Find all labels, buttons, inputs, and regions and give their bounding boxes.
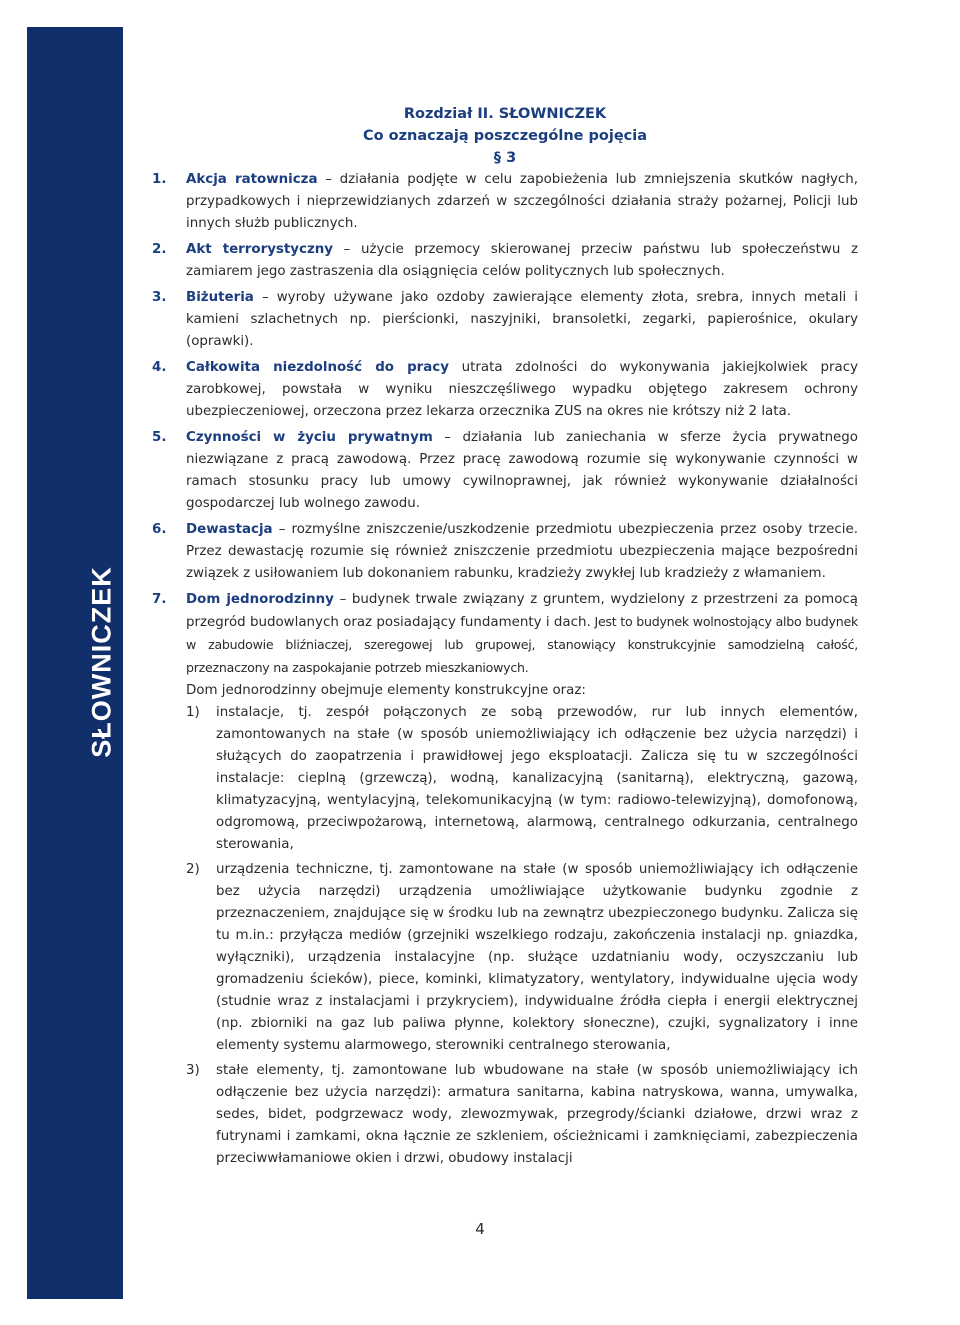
definition-item (152, 239, 858, 283)
sidebar-label: SŁOWNICZEK (86, 566, 117, 758)
item-number: 6. (152, 522, 167, 537)
definition-item (152, 287, 858, 353)
sub-item (186, 1060, 858, 1170)
page-number: 4 (475, 1220, 485, 1238)
sub-item (186, 702, 858, 856)
item-term: Biżuteria (186, 290, 254, 305)
sub-item (186, 859, 858, 1057)
definition-item (152, 427, 858, 515)
chapter-subtitle: Co oznaczają poszczególne pojęcia (362, 128, 648, 144)
item-text: – działania lub zaniechania w sferze życia prywatnego niezwiązane z pracą zawodową. Przez pracę zawodową rozumie się wykonywanie czynności w ramach stosunku pracy lub umowy cywilnoprawnej, jak również wykonywanie działalności gospodarczej lub wolnego zawodu. (186, 430, 858, 511)
definition-item (152, 169, 858, 235)
item-number: 1. (152, 172, 167, 187)
item-text: – użycie przemocy skierowanej przeciw państwu lub społeczeństwu z zamiarem jego zastraszenia dla osiągnięcia celów politycznych lub społecznych. (186, 242, 859, 279)
sub-item-text: urządzenia techniczne, tj. zamontowane na stałe (w sposób uniemożliwiający ich odłączenie bez użycia narzędzi) urządzenia umożliwiające użytkowanie budynku zgodnie z przeznaczeniem, znajdujące się w środku lub na zewnątrz ubezpieczonego budynku. Zalicza się tu m.in.: przyłącza mediów (grzejniki wszelkiego rodzaju, zakończenia instalacji np. gniazdka, wyłączniki), urządzenia instalacyjne (np. służące uzdatnianiu wody, oczyszczaniu lub gromadzeniu ścieków), piece, kominki, klimatyzatory, wentylatory, indywidualne ujęcia wody (studnie wraz z instalacjami i przykryciem), indywidualne źródła ciepła i energii elektrycznej (np. zbiorniki na gaz lub paliwa płynne, kolektory słoneczne), czujki, sygnalizatory i inne elementy systemu alarmowego, sterowniki centralnego sterowania, (216, 862, 858, 1053)
item-number: 5. (152, 430, 167, 445)
item-text: – wyroby używane jako ozdoby zawierające elementy złota, srebra, innych metali i kamieni szlachetnych np. pierścionki, naszyjniki, bransoletki, zegarki, papierośnice, okulary (oprawki). (186, 290, 858, 349)
item-number: 2. (152, 242, 167, 257)
item-number: 4. (152, 360, 167, 375)
item-term: Dom jednorodzinny (186, 592, 334, 607)
item-text: utrata zdolności do wykonywania jakiejkolwiek pracy zarobkowej, powstała w wyniku nieszczęśliwego wypadku objętego zakresem ochrony ubezpieczeniowej, orzeczona przez lekarza orzecznika ZUS na okres nie krótszy niż 2 lata. (186, 360, 858, 419)
sub-item-text: instalacje, tj. zespół połączonych ze sobą przewodów, rur lub innych elementów, zamontowanych na stałe (w sposób uniemożliwiający ich odłączenie bez użycia narzędzi) i służących do zaopatrzenia i prawidłowej jego eksploatacji. Zalicza się tu w szczególności instalacje: cieplną (grzewczą), wodną, kanalizacyjną (sanitarną), elektryczną, gazową, klimatyzacyjną, wentylacyjną, telekomunikacyjną (w tym: radiowo-telewizyjną), domofonową, odgromową, przeciwpożarową, internetową, alarmową, centralnego odkurzania, centralnego sterowania, (216, 705, 858, 852)
definition-item (152, 589, 858, 1173)
sub-item-text: stałe elementy, tj. zamontowane lub wbudowane na stałe (w sposób uniemożliwiający ich odłączenie bez użycia narzędzi): armatura sanitarna, kabina natryskowa, wanna, umywalka, sedes, bidet, podgrzewacz wody, zlewozmywak, przegrody/ścianki działowe, drzwi wraz z futrynami i zamkami, okna łącznie ze szkleniem, ościeżnicami i zamknięciami, zabezpieczenia przeciwwłamaniowe okien i drzwi, obudowy instalacji (216, 1063, 858, 1166)
item-term: Akt terrorystyczny (186, 242, 334, 257)
item-term: Całkowita niezdolność do pracy (186, 360, 449, 375)
sub-item-number: 3) (186, 1063, 200, 1078)
item-term: Akcja ratownicza (186, 172, 318, 187)
item-text-continued: Jest to budynek wolnostojący albo budynek w zabudowie bliźniaczej, szeregowej lub grupowej, stanowiący konstrukcyjnie samodzielną całość, przeznaczony na zaspokajanie potrzeb mieszkaniowych. (186, 614, 858, 675)
sub-item-number: 1) (186, 705, 200, 720)
item-text: – budynek trwale związany z gruntem, wydzielony z przestrzeni za pomocą przegród budowlanych oraz posiadający fundamenty i dach. (186, 592, 858, 630)
item-text: – rozmyślne zniszczenie/uszkodzenie przedmiotu ubezpieczenia przez osoby trzecie. Przez dewastację rozumie się również zniszczenie przedmiotu ubezpieczenia mające bezpośredni związek z usiłowaniem lub dokonaniem rabunku, kradzieży zwykłej lub kradzieży z włamaniem. (186, 522, 858, 581)
item-term: Czynności w życiu prywatnym (186, 430, 433, 445)
item-term: Dewastacja (186, 522, 273, 537)
item-number: 3. (152, 290, 167, 305)
sub-item-number: 2) (186, 862, 200, 877)
item-text: – działania podjęte w celu zapobieżenia lub zmniejszenia skutków nagłych, przypadkowych i nieprzewidzianych zdarzeń w szczególności działania straży pożarnej, Policji lub innych służb publicznych. (186, 172, 858, 231)
definition-item (152, 357, 858, 423)
item-number: 7. (152, 592, 167, 607)
section-mark: § 3 (493, 150, 517, 166)
item-intro: Dom jednorodzinny obejmuje elementy konstrukcyjne oraz: (186, 683, 586, 698)
chapter-title: Rozdział II. SŁOWNICZEK (403, 106, 607, 122)
document-body (152, 103, 858, 1177)
definition-item (152, 519, 858, 585)
